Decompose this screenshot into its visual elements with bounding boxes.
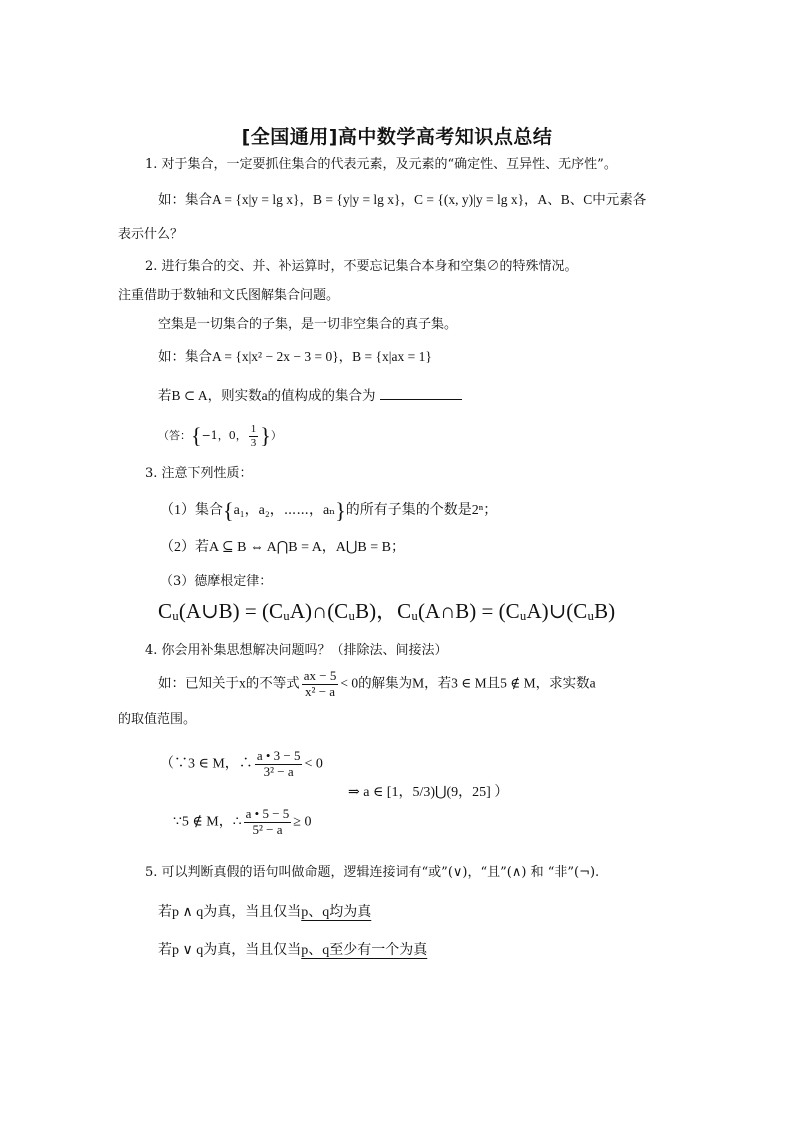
item-4-example bbox=[158, 669, 596, 700]
solution-1-prefix: （∵3 ∈ M，∴ bbox=[160, 756, 253, 772]
solution-2-fraction bbox=[244, 807, 292, 838]
item-4-example-cont: 的取值范围。 bbox=[118, 712, 197, 727]
item-4: 4. 你会用补集思想解决问题吗？（排除法、间接法） bbox=[145, 643, 448, 658]
and-prefix: 若p ∧ q为真，当且仅当 bbox=[158, 905, 302, 920]
property-1-suffix: 的所有子集的个数是2ⁿ； bbox=[345, 503, 498, 519]
fraction-one-third bbox=[249, 423, 259, 449]
solution-line-2 bbox=[173, 807, 311, 838]
solution-result: ⇒ a ∈ [1，5/3)⋃(9，25] ） bbox=[348, 785, 509, 800]
fraction-numerator: a • 3 − 5 bbox=[256, 748, 301, 763]
fraction-denominator: 3² − a bbox=[263, 763, 294, 779]
example-suffix: < 0的解集为M，若3 ∈ M且5 ∉ M，求实数a bbox=[340, 675, 596, 691]
and-underlined-answer: p、q均为真 bbox=[301, 905, 372, 920]
left-brace: { bbox=[191, 423, 202, 449]
item-1: 1. 对于集合，一定要抓住集合的代表元素，及元素的“确定性、互异性、无序性”。 bbox=[145, 157, 617, 172]
item-2-question-text: 若B ⊂ A，则实数a的值构成的集合为 bbox=[158, 388, 376, 403]
item-5-and bbox=[158, 906, 371, 920]
item-1-example-cont: 表示什么？ bbox=[118, 227, 184, 242]
item-5-or bbox=[158, 944, 427, 958]
item-2-question bbox=[158, 389, 462, 403]
left-brace: { bbox=[223, 498, 234, 523]
solution-2-suffix: ≥ 0 bbox=[293, 814, 312, 830]
item-2-note: 注重借助于数轴和文氏图解集合问题。 bbox=[118, 288, 340, 303]
fraction-denominator: 3 bbox=[250, 436, 257, 449]
fraction-numerator: 1 bbox=[250, 423, 257, 435]
item-2: 2. 进行集合的交、并、补运算时，不要忘记集合本身和空集∅的特殊情况。 bbox=[145, 259, 578, 274]
right-brace: } bbox=[335, 498, 346, 523]
page-title: [全国通用]高中数学高考知识点总结 bbox=[241, 126, 553, 148]
solution-2-prefix: ∵5 ∉ M，∴ bbox=[173, 814, 242, 830]
or-prefix: 若p ∨ q为真，当且仅当 bbox=[158, 943, 302, 958]
solution-line-1 bbox=[160, 749, 323, 780]
item-3-property-2: （2）若A ⊆ B ⇔ A⋂B = A，A⋃B = B； bbox=[160, 540, 405, 555]
answer-suffix: ） bbox=[270, 429, 282, 443]
fraction-numerator: a • 5 − 5 bbox=[245, 806, 290, 821]
answer-blank bbox=[380, 389, 462, 400]
item-2-example: 如：集合A = {x|x² − 2x − 3 = 0}，B = {x|ax = 1} bbox=[158, 349, 432, 364]
answer-prefix: （答： bbox=[158, 429, 191, 443]
item-2-empty-set-note: 空集是一切集合的子集，是一切非空集合的真子集。 bbox=[158, 317, 458, 332]
example-prefix: 如：已知关于x的不等式 bbox=[158, 675, 300, 691]
property-1-set: a₁，a₂，⋯⋯，aₙ bbox=[233, 503, 336, 519]
solution-1-suffix: < 0 bbox=[304, 756, 323, 772]
item-2-answer bbox=[158, 423, 282, 449]
fraction-denominator: x² − a bbox=[305, 683, 336, 699]
item-3: 3. 注意下列性质： bbox=[145, 466, 253, 481]
right-brace: } bbox=[260, 423, 271, 449]
item-5: 5. 可以判断真假的语句叫做命题，逻辑连接词有“或”(∨)，“且”(∧) 和 “非”(¬). bbox=[145, 865, 600, 880]
solution-1-fraction bbox=[255, 749, 303, 780]
item-3-property-1 bbox=[160, 500, 497, 522]
item-3-property-3: （3）德摩根定律： bbox=[160, 574, 273, 589]
fraction-denominator: 5² − a bbox=[252, 821, 283, 837]
fraction-numerator: ax − 5 bbox=[303, 668, 337, 683]
de-morgan-law: Cᵤ(A∪B) = (CᵤA)∩(CᵤB)，Cᵤ(A∩B) = (CᵤA)∪(CᵤB) bbox=[158, 599, 616, 623]
or-underlined-answer: p、q至少有一个为真 bbox=[301, 943, 428, 958]
property-1-prefix: （1）集合 bbox=[160, 503, 223, 519]
item-1-example: 如：集合A = {x|y = lg x}，B = {y|y = lg x}，C = {(x, y)|y = lg x}，A、B、C中元素各 bbox=[158, 192, 647, 207]
answer-set-values: −1，0， bbox=[201, 429, 247, 443]
inequality-fraction bbox=[302, 669, 339, 700]
